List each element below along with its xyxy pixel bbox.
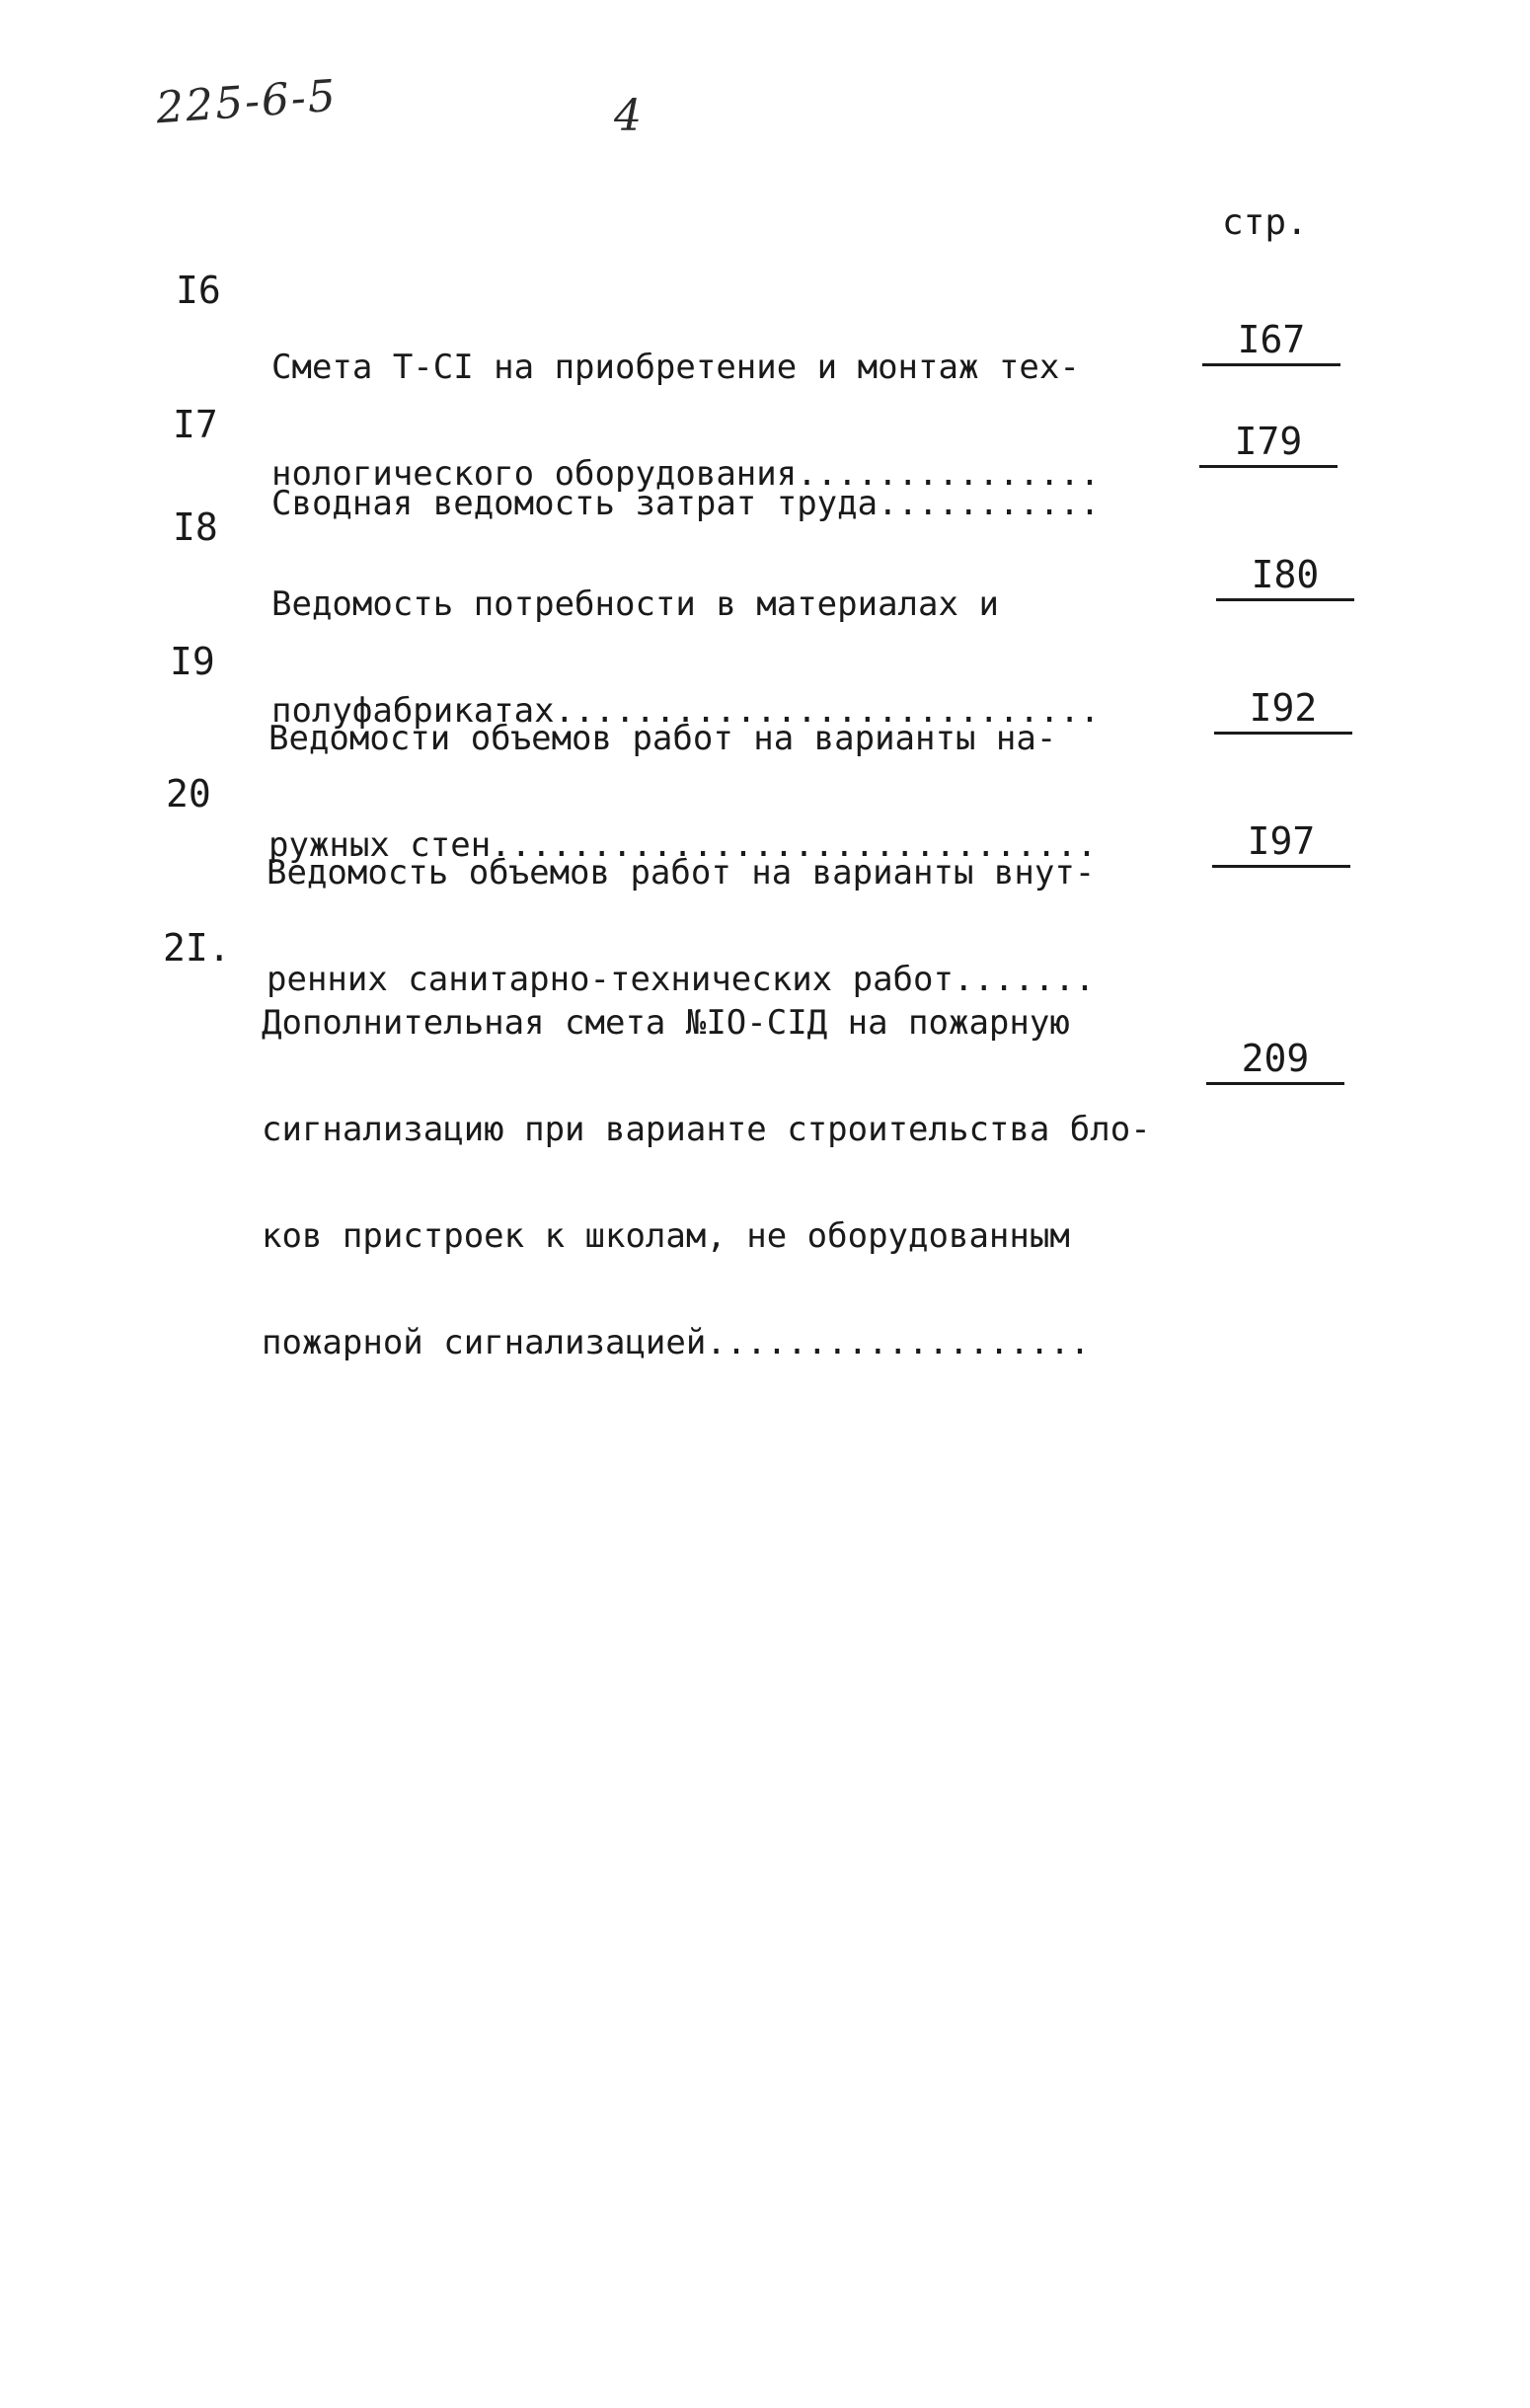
entry-page: 209 <box>1206 1037 1344 1085</box>
page-column-label: стр. <box>1222 202 1308 243</box>
document-code: 225-6-5 <box>154 70 340 134</box>
entry-title: Дополнительная смета №IO-CIД на пожарную сигнализацию при варианте строительства бло- ков пристроек к школам, не оборудованным пожарной сигнализацией................... <box>262 1003 1151 1362</box>
entry-number: 20 <box>166 772 211 816</box>
entry-page: I67 <box>1202 318 1340 366</box>
entry-number: I9 <box>170 640 215 683</box>
entry-number: I6 <box>176 269 221 312</box>
entry-page: I97 <box>1212 819 1350 868</box>
entry-number: 2I. <box>163 926 231 970</box>
entry-page: I79 <box>1199 420 1338 468</box>
entry-number: I7 <box>173 403 218 446</box>
entry-page: I80 <box>1216 553 1354 601</box>
entry-title: Смета Т-CI на приобретение и монтаж тех- нологического оборудования............... <box>271 348 1101 494</box>
entry-title: Ведомости объемов работ на варианты на- ружных стен.............................. <box>268 719 1098 865</box>
entry-title: Ведомость объемов работ на варианты внут- ренних санитарно-технических работ....... <box>267 853 1096 999</box>
entry-title: Сводная ведомость затрат труда........... <box>271 484 1101 523</box>
entry-number: I8 <box>173 505 218 549</box>
page-number: 4 <box>614 91 642 141</box>
entry-title: Ведомость потребности в материалах и полуфабрикатах........................... <box>271 584 1101 731</box>
entry-page: I92 <box>1214 686 1352 735</box>
